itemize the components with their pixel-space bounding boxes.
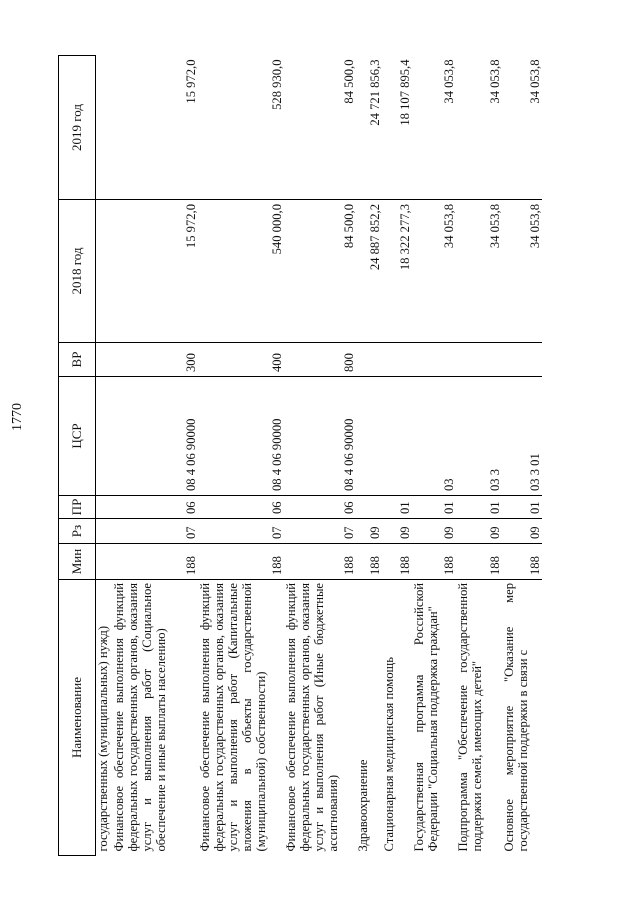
row-2018: 24 887 852,2	[356, 200, 382, 343]
row-2018: 540 000,0	[198, 200, 284, 343]
row-pr	[96, 496, 113, 519]
row-vr	[412, 343, 456, 377]
header-2019: 2019 год	[59, 56, 96, 200]
row-pr: 01	[412, 496, 456, 519]
row-2019: 24 721 856,3	[356, 56, 382, 200]
row-csr: 08 4 06 90000	[112, 377, 198, 496]
row-rz: 09	[412, 519, 456, 544]
budget-table-container	[58, 56, 598, 856]
table-row	[356, 56, 382, 856]
row-name: Финансовое обеспечение выполнения функций федеральных государственных органов, оказания услуг и выполнения работ (Социальное обеспечение и иные выплаты населению)	[112, 583, 168, 852]
row-2018: 34 053,8	[502, 200, 542, 343]
row-min: 188	[382, 544, 412, 580]
row-min: 188	[198, 544, 284, 580]
row-pr: 01	[456, 496, 502, 519]
page-number: 1770	[10, 403, 25, 431]
row-name: Здравоохранение	[356, 759, 370, 852]
table-header	[59, 56, 96, 856]
row-2019: 34 053,8	[412, 56, 456, 200]
table-row	[112, 56, 198, 856]
row-rz: 07	[112, 519, 198, 544]
row-min	[96, 544, 113, 580]
row-rz: 09	[356, 519, 382, 544]
header-csr: ЦСР	[59, 377, 96, 496]
row-2019: 528 930,0	[198, 56, 284, 200]
row-csr	[96, 377, 113, 496]
row-2018: 34 053,8	[412, 200, 456, 343]
row-min: 188	[356, 544, 382, 580]
table-row	[96, 56, 113, 856]
row-vr: 400	[198, 343, 284, 377]
row-name: Основное мероприятие "Оказание мер государственной поддержки в связи с	[502, 583, 530, 852]
row-2018: 15 972,0	[112, 200, 198, 343]
row-2019: 15 972,0	[112, 56, 198, 200]
row-vr	[502, 343, 542, 377]
row-vr	[96, 343, 113, 377]
header-pr: ПР	[59, 496, 96, 519]
row-min: 188	[112, 544, 198, 580]
header-rz: Рз	[59, 519, 96, 544]
row-rz	[96, 519, 113, 544]
row-pr: 01	[502, 496, 542, 519]
row-rz: 07	[198, 519, 284, 544]
header-2018: 2018 год	[59, 200, 96, 343]
row-2019: 34 053,8	[456, 56, 502, 200]
row-name: Государственная программа Российской Федерации "Социальная поддержка граждан"	[412, 583, 440, 852]
row-vr	[382, 343, 412, 377]
row-csr: 03	[412, 377, 456, 496]
row-rz: 09	[456, 519, 502, 544]
row-csr	[356, 377, 382, 496]
budget-table	[58, 55, 542, 856]
row-min: 188	[456, 544, 502, 580]
row-csr: 08 4 06 90000	[198, 377, 284, 496]
row-pr: 06	[284, 496, 356, 519]
row-2019: 84 500,0	[284, 56, 356, 200]
row-pr	[356, 496, 382, 519]
row-2019: 34 053,8	[502, 56, 542, 200]
row-name: Финансовое обеспечение выполнения функций федеральных государственных органов, оказания услуг и выполнения работ (Иные бюджетные ассигнования)	[284, 583, 340, 852]
row-vr	[356, 343, 382, 377]
row-name: Подпрограмма "Обеспечение государственной поддержки семей, имеющих детей"	[456, 583, 484, 852]
row-min: 188	[412, 544, 456, 580]
row-vr: 800	[284, 343, 356, 377]
header-min: Мин	[59, 544, 96, 580]
table-row	[198, 56, 284, 856]
header-name: Наименование	[59, 580, 96, 856]
row-2018: 34 053,8	[456, 200, 502, 343]
row-csr	[382, 377, 412, 496]
row-2018	[96, 200, 113, 343]
row-csr: 03 3	[456, 377, 502, 496]
row-2019	[96, 56, 113, 200]
table-row	[502, 56, 542, 856]
header-vr: ВР	[59, 343, 96, 377]
table-row	[412, 56, 456, 856]
table-row	[382, 56, 412, 856]
row-vr	[456, 343, 502, 377]
row-vr: 300	[112, 343, 198, 377]
row-name: государственных (муниципальных) нужд)	[96, 625, 110, 852]
row-csr: 03 3 01	[502, 377, 542, 496]
row-min: 188	[502, 544, 542, 580]
row-2019: 18 107 895,4	[382, 56, 412, 200]
row-name: Финансовое обеспечение выполнения функций федеральных государственных органов, оказания услуг и выполнения работ (Капитальные вложения в объекты государственной (муниципальной) собственности)	[198, 583, 268, 852]
row-pr: 06	[112, 496, 198, 519]
table-row	[284, 56, 356, 856]
row-pr: 01	[382, 496, 412, 519]
row-name: Стационарная медицинская помощь	[382, 657, 396, 852]
row-pr: 06	[198, 496, 284, 519]
table-row	[456, 56, 502, 856]
row-min: 188	[284, 544, 356, 580]
row-rz: 07	[284, 519, 356, 544]
row-csr: 08 4 06 90000	[284, 377, 356, 496]
row-rz: 09	[502, 519, 542, 544]
row-2018: 18 322 277,3	[382, 200, 412, 343]
row-2018: 84 500,0	[284, 200, 356, 343]
row-rz: 09	[382, 519, 412, 544]
